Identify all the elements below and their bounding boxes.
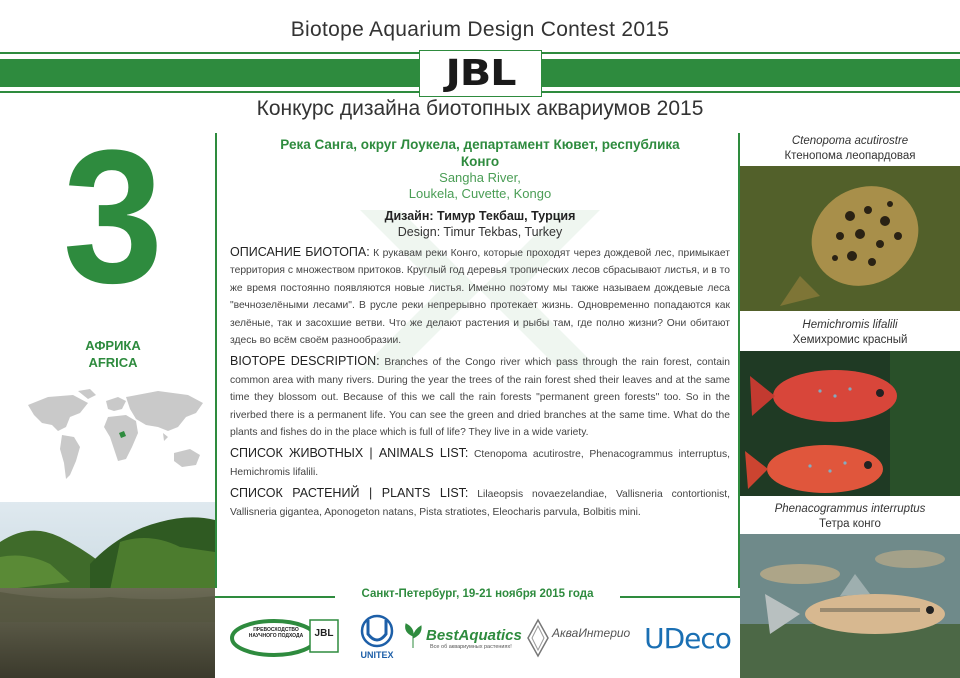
contest-title-en: Biotope Aquarium Design Contest 2015 [290, 18, 670, 41]
fish-3-latin: Phenacogrammus interruptus [774, 503, 926, 515]
unitex-emblem [360, 614, 394, 650]
main-content [230, 136, 730, 521]
sponsor-jbl-text: ПРЕВОСХОДСТВО НАУЧНОГО ПОДХОДА [248, 627, 304, 639]
jbl-logo-text: JBL [445, 53, 516, 94]
plant-icon [402, 622, 424, 648]
fish-3-ru: Тетра конго [819, 518, 881, 530]
sponsor-jbl-logo: JBL [314, 628, 334, 639]
world-map-image [18, 383, 213, 493]
entry-number: 3 [62, 111, 164, 323]
animals-list [230, 445, 730, 481]
sponsor-bestaquatics-tagline: Все об аквариумных растениях! [430, 643, 512, 650]
biotope-description-en [230, 353, 730, 441]
sponsor-bestaquatics-name: BestAquatics [426, 626, 522, 644]
plants-list-label: СПИСОК РАСТЕНИЙ | PLANTS LIST: [230, 486, 469, 501]
biotope-description-ru-text: К рукавам реки Конго, которые проходят через дождевой лес, примыкает территория с множеством притоков. Круглый год деревья тропических лесов сбрасывают листья, и в то же время постоянно появляются новые листья. Именно поэтому мы также называем дождевые леса "вечнозелёными лесами". В русле реки непрерывно протекает жизнь. Одновременно попадаются как зелёные, так и засохшие ветви. Что же делают растения и рыбы там, где полно жизни? Они обитают здесь во всём своём разнообразии. [230, 248, 730, 347]
biotope-description-ru [230, 244, 730, 349]
region-label [38, 337, 188, 371]
sponsor-bestaquatics [402, 618, 522, 658]
fish-2-caption [740, 318, 960, 348]
fish-1-ru: Ктенопома леопардовая [784, 150, 916, 162]
biotope-description-en-text: Branches of the Congo river which pass through the rain forest, contain common area with many rivers. During the year the trees of the rain forest shed their leaves and at the same time they blossom out. Because of this we call the rain forests "permanent green forests" too. So in the riverbed there is a permanent life. You can see the green and dried branches at the same time. What do the plants and fishes do in the place which is full of life? They live in a wide variety. [230, 357, 730, 439]
sponsor-akvainterio [526, 614, 630, 662]
akvainterio-emblem [526, 618, 550, 658]
sponsor-unitex [355, 610, 399, 664]
biotope-description-en-label: BIOTOPE DESCRIPTION: [230, 354, 380, 369]
region-ru: АФРИКА [85, 338, 141, 353]
plants-list-text: Lilaeopsis novaezelandiae, Vallisneria contortionist, Vallisneria gigantea, Aponogeton natans, Pista stratiotes, Eleocharis parvula, Bolbitis mini. [230, 489, 730, 518]
fish-1-latin: Ctenopoma acutirostre [791, 135, 909, 147]
region-en: AFRICA [88, 355, 138, 370]
plants-list [230, 485, 730, 521]
jbl-logo [419, 50, 542, 97]
fish-3-photo [740, 534, 960, 678]
fish-2-latin: Hemichromis lifalili [802, 319, 898, 331]
animals-list-text: Ctenopoma acutirostre, Phenacogrammus interruptus, Hemichromis lifalili. [230, 449, 730, 478]
sponsor-unitex-name: UNITEX [360, 650, 394, 660]
left-divider [215, 133, 217, 588]
fish-2-photo [740, 351, 960, 496]
location-en-line1: Sangha River, [439, 170, 521, 185]
river-photo [0, 502, 215, 678]
fish-1-photo [740, 166, 960, 311]
designer-en: Design: Timur Tekbas, Turkey [397, 225, 563, 239]
fish-3-caption [740, 502, 960, 532]
event-date-line [215, 588, 740, 604]
sponsor-jbl [230, 614, 350, 660]
contest-title-ru: Конкурс дизайна биотопных аквариумов 2015 [256, 97, 704, 120]
fish-1-caption [740, 134, 960, 164]
sponsor-akvainterio-name: АкваИнтерио [552, 626, 631, 640]
sponsor-logos [230, 608, 740, 668]
sponsor-udeco [635, 618, 740, 658]
designer-ru: Дизайн: Тимур Текбаш, Турция [384, 209, 576, 223]
sponsor-udeco-name: UDeco [644, 621, 731, 655]
event-date: Санкт-Петербург, 19-21 ноября 2015 года [361, 588, 594, 600]
location-en-line2: Loukela, Cuvette, Kongo [408, 186, 552, 201]
animals-list-label: СПИСОК ЖИВОТНЫХ | ANIMALS LIST: [230, 446, 469, 461]
fish-2-ru: Хемихромис красный [792, 334, 908, 346]
location-ru: Река Санга, округ Лоукела, департамент Кювет, республика Конго [280, 137, 680, 169]
biotope-description-ru-label: ОПИСАНИЕ БИОТОПА: [230, 245, 370, 259]
